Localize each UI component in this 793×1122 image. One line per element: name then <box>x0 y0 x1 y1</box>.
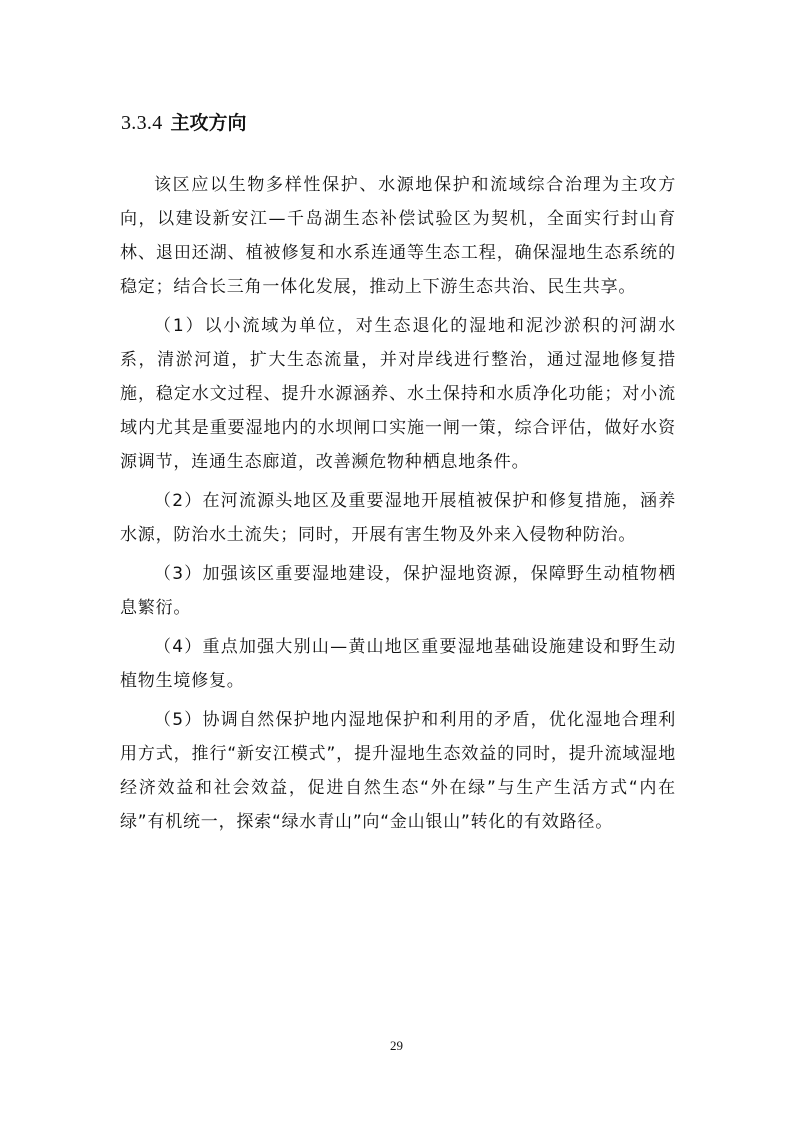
section-heading <box>121 108 247 135</box>
body-text <box>120 168 676 844</box>
intro-paragraph: 该区应以生物多样性保护、水源地保护和流域综合治理为主攻方向，以建设新安江—千岛湖生态补偿试验区为契机，全面实行封山育林、退田还湖、植被修复和水系连通等生态工程，确保湿地生态系统的稳定；结合长三角一体化发展，推动上下游生态共治、民生共享。 <box>120 175 676 297</box>
measure-paragraph-1: （1）以小流域为单位，对生态退化的湿地和泥沙淤积的河湖水系，清淤河道，扩大生态流量，并对岸线进行整治，通过湿地修复措施，稳定水文过程、提升水源涵养、水土保持和水质净化功能；对小流域内尤其是重要湿地内的水坝闸口实施一闸一策，综合评估，做好水资源调节，连通生态廊道，改善濒危物种栖息地条件。 <box>120 316 676 472</box>
section-number: 3.3.4 <box>121 112 163 134</box>
section-title: 主攻方向 <box>170 112 247 134</box>
measure-paragraph-5: （5）协调自然保护地内湿地保护和利用的矛盾，优化湿地合理利用方式，推行“新安江模式”，提升湿地生态效益的同时，提升流域湿地经济效益和社会效益，促进自然生态“外在绿”与生产生活方式“内在绿”有机统一，探索“绿水青山”向“金山银山”转化的有效路径。 <box>120 710 676 832</box>
measure-paragraph-4: （4）重点加强大别山—黄山地区重要湿地基础设施建设和野生动植物生境修复。 <box>120 637 676 691</box>
page-number: 29 <box>390 1038 403 1053</box>
measure-paragraph-2: （2）在河流源头地区及重要湿地开展植被保护和修复措施，涵养水源，防治水土流失；同时，开展有害生物及外来入侵物种防治。 <box>120 491 676 545</box>
measure-paragraph-3: （3）加强该区重要湿地建设，保护湿地资源，保障野生动植物栖息繁衍。 <box>120 564 676 618</box>
